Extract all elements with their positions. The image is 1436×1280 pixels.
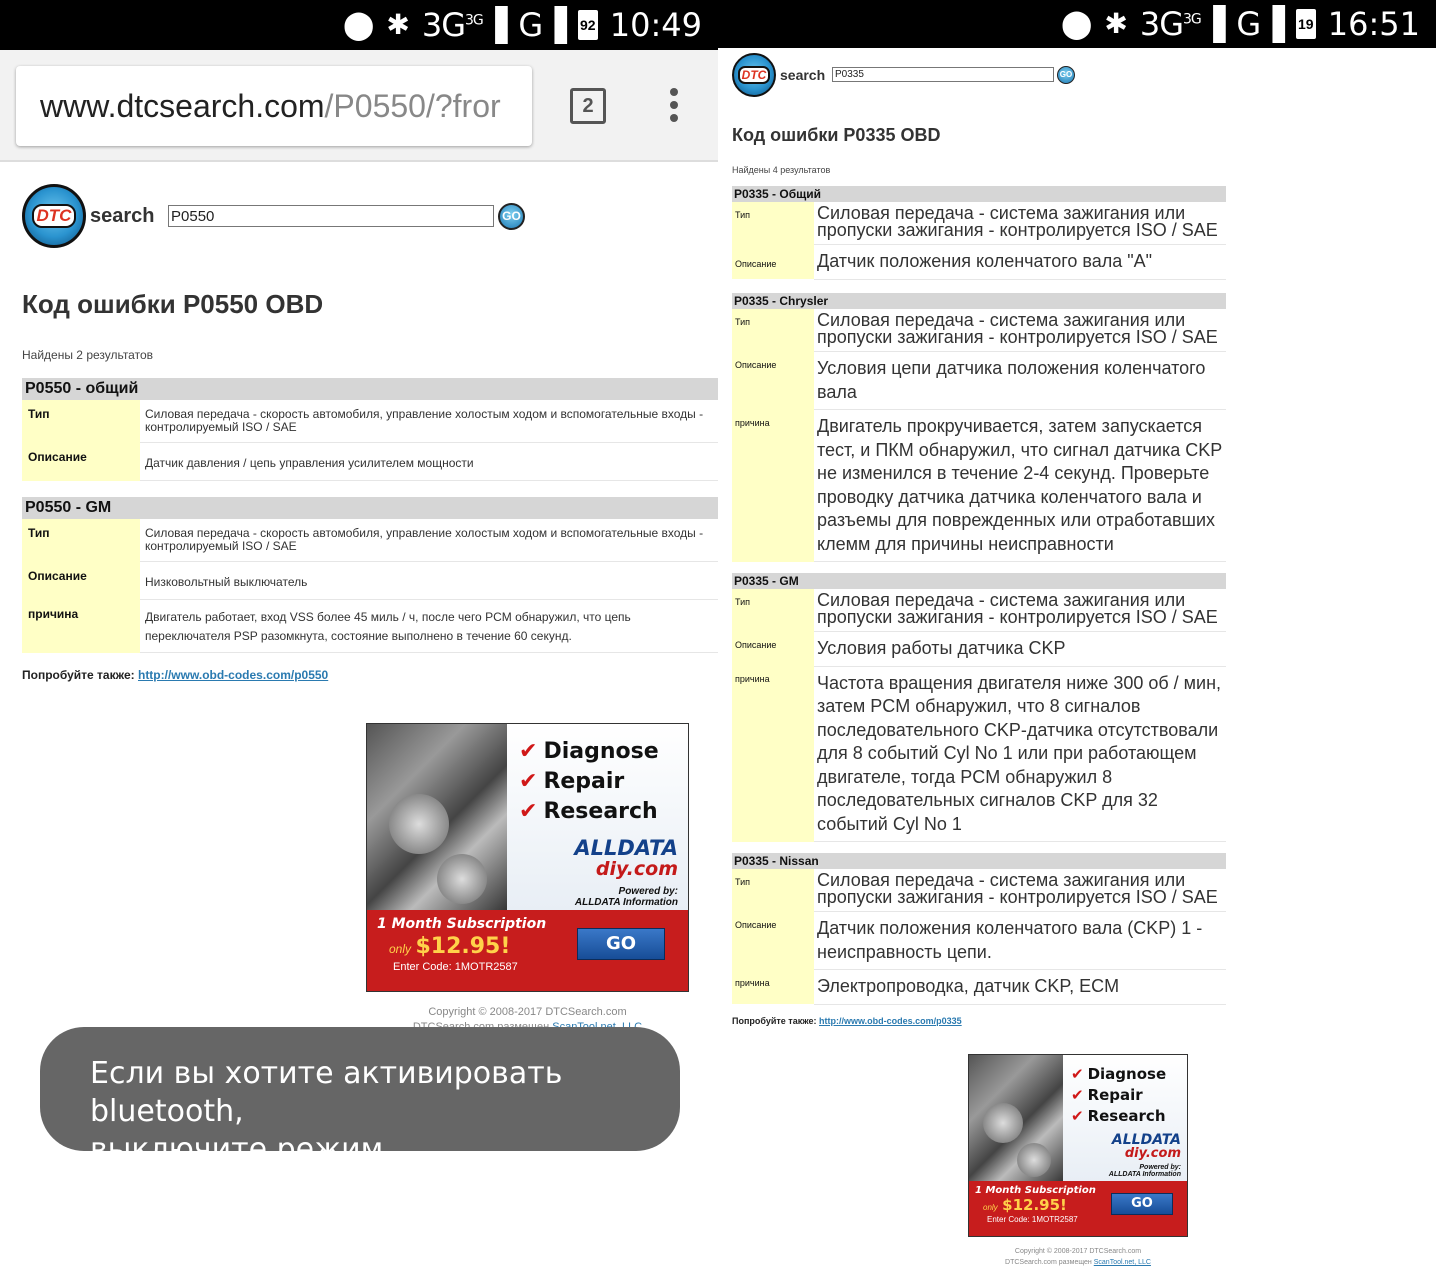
result-table (22, 378, 718, 481)
ad-only: only (389, 942, 412, 956)
row-value: Электропроводка, датчик CKP, ECM (814, 970, 1226, 1005)
result-header: P0335 - Общий (732, 186, 1226, 202)
search-go-button[interactable]: GO (1057, 66, 1075, 84)
checkmark-icon: ✔ (519, 798, 538, 824)
table-row (732, 666, 1226, 842)
ad-brand: ALLDATA (574, 836, 678, 860)
search-input[interactable] (168, 205, 494, 227)
row-label: причина (732, 410, 814, 562)
logo-word: search (780, 67, 826, 83)
checkmark-icon: ✔ (519, 768, 538, 794)
network-type-sup: 3G (465, 12, 483, 29)
result-table (732, 853, 1226, 1005)
status-bar (718, 0, 1436, 48)
row-label: Тип (732, 869, 814, 912)
clock: 16:51 (1327, 5, 1420, 43)
location-icon: ⬤ (343, 9, 375, 40)
result-header: P0335 - Chrysler (732, 293, 1226, 309)
ad-powered-company: ALLDATA Information (574, 897, 678, 908)
row-value: Силовая передача - скорость автомобиля, управление холостым ходом и вспомогательные входы - контролируемый ISO / SAE (140, 400, 718, 443)
page-title: Код ошибки P0550 OBD (22, 289, 324, 319)
table-row (22, 600, 718, 653)
try-also-label: Попробуйте также: (732, 1016, 817, 1026)
table-row (732, 869, 1226, 912)
row-label: Тип (22, 519, 140, 562)
copyright: Copyright © 2008-2017 DTCSearch.com (1014, 1248, 1142, 1255)
row-label: причина (732, 666, 814, 842)
engine-photo (367, 724, 507, 912)
try-also-link[interactable]: http://www.obd-codes.com/p0335 (819, 1016, 962, 1026)
ad-powered-label: Powered by: (618, 886, 678, 897)
location-icon: ⬤ (1061, 8, 1093, 39)
overflow-menu-icon[interactable] (668, 88, 680, 128)
ad-price: $12.95! (1002, 1196, 1067, 1214)
row-label: Тип (732, 589, 814, 632)
row-value: Силовая передача - скорость автомобиля, управление холостым ходом и вспомогательные входы - контролируемый ISO / SAE (140, 519, 718, 562)
row-label: причина (22, 600, 140, 653)
battery-icon: 92 (578, 10, 598, 40)
row-value: Силовая передача - система зажигания или пропуски зажигания - контролируется ISO / SAE (814, 202, 1226, 245)
hosted-link[interactable]: ScanTool.net, LLC (1093, 1259, 1151, 1266)
ad-brand: ALLDATA (1111, 1132, 1181, 1148)
ad-price: $12.95! (415, 934, 511, 959)
right-screenshot (718, 0, 1436, 1280)
page-title: Код ошибки P0335 OBD (732, 125, 941, 145)
ad-go-button[interactable]: GO (1111, 1193, 1173, 1215)
row-value: Силовая передача - система зажигания или пропуски зажигания - контролируется ISO / SAE (814, 869, 1226, 912)
row-value: Двигатель работает, вход VSS более 45 миль / ч, после чего PCM обнаружил, что цепь переключателя PSP разомкнута, состояние выполнено в течение 60 секунд. (140, 600, 718, 653)
copyright: Copyright © 2008-2017 DTCSearch.com (428, 1006, 627, 1018)
row-value: Условия цепи датчика положения коленчатого вала (814, 352, 1226, 410)
row-label: Описание (732, 352, 814, 410)
search-input[interactable] (832, 67, 1054, 82)
ad-subscription: 1 Month Subscription (975, 1185, 1096, 1196)
row-value: Условия работы датчика CKP (814, 632, 1226, 667)
result-table (22, 497, 718, 653)
ad-brand-domain: diy.com (1124, 1146, 1181, 1161)
table-row (732, 202, 1226, 245)
table-row (732, 245, 1226, 280)
bluetooth-icon: ✱ (1104, 8, 1128, 39)
ad-diagnose: Diagnose (1087, 1064, 1167, 1083)
ad-powered-company: ALLDATA Information (1108, 1171, 1181, 1178)
dtc-logo[interactable] (732, 53, 825, 97)
table-row (732, 589, 1226, 632)
ad-research: Research (543, 798, 658, 824)
row-label: Описание (22, 443, 140, 481)
ad-promo-code: Enter Code: 1MOTR2587 (393, 961, 518, 973)
network-type-sup: 3G (1183, 11, 1201, 28)
try-also-link[interactable]: http://www.obd-codes.com/p0550 (137, 668, 329, 682)
result-header: P0335 - Nissan (732, 853, 1226, 869)
hosted-text: DTCSearch.com размещен (1005, 1259, 1092, 1266)
logo-word: search (90, 204, 155, 227)
checkmark-icon: ✔ (1071, 1085, 1084, 1104)
network-type-2: G (518, 6, 543, 44)
browser-toolbar (0, 50, 718, 162)
table-row (732, 410, 1226, 562)
url-host: www.dtcsearch.com (40, 88, 325, 124)
row-label: Тип (732, 309, 814, 352)
table-row (22, 562, 718, 600)
status-bar (0, 0, 718, 50)
network-type: 3G (421, 6, 465, 44)
ad-diagnose: Diagnose (543, 738, 659, 764)
row-value: Силовая передача - система зажигания или пропуски зажигания - контролируется ISO / SAE (814, 589, 1226, 632)
row-label: причина (732, 970, 814, 1005)
url-path: /P0550/?fror (324, 88, 501, 124)
checkmark-icon: ✔ (1071, 1106, 1084, 1125)
row-label: Тип (22, 400, 140, 443)
bluetooth-icon: ✱ (386, 9, 410, 40)
results-count: Найдены 2 результатов (22, 348, 153, 362)
row-value: Датчик положения коленчатого вала "A" (814, 245, 1226, 280)
network-g-indicator: G▐ (518, 6, 566, 44)
row-value: Частота вращения двигателя ниже 300 об / мин, затем PCM обнаружил, что 8 сигналов последовательного CKP-датчика отсутствовали для 8 событий Cyl No 1 или при работающем двигателе, тогда PCM обнаружил 8 последовательных сигналов CKP для 32 событий Cyl No 1 (814, 666, 1226, 842)
search-go-button[interactable]: GO (498, 203, 525, 230)
clock: 10:49 (609, 6, 702, 44)
ad-go-button[interactable]: GO (577, 928, 665, 960)
table-row (732, 632, 1226, 667)
table-row (732, 309, 1226, 352)
row-value: Низковольтный выключатель (140, 562, 718, 600)
tab-switcher-button[interactable]: 2 (570, 88, 606, 124)
logo-badge: DTC (32, 204, 77, 228)
row-value: Двигатель прокручивается, затем запускается тест, и ПКМ обнаружил, что сигнал датчика CKP не изменился в течение 2-4 секунд. Проверьте проводку датчика датчика коленчатого вала и разъемы для поврежденных или отработавших клемм для причины неисправности (814, 410, 1226, 562)
ad-powered-label: Powered by: (1139, 1164, 1181, 1171)
checkmark-icon: ✔ (519, 738, 538, 764)
checkmark-icon: ✔ (1071, 1064, 1084, 1083)
toast-notification (40, 1027, 680, 1205)
url-bar[interactable] (16, 66, 532, 146)
result-header: P0550 - общий (22, 378, 718, 400)
row-value: Датчик положения коленчатого вала (CKP) 1 - неисправность цепи. (814, 912, 1226, 970)
network-type-2: G (1236, 5, 1261, 43)
row-label: Описание (732, 632, 814, 667)
ad-subscription: 1 Month Subscription (377, 916, 547, 932)
alldata-ad-banner[interactable] (968, 1054, 1188, 1237)
result-header: P0335 - GM (732, 573, 1226, 589)
row-label: Тип (732, 202, 814, 245)
network-g-indicator: G▐ (1236, 5, 1284, 43)
table-row (732, 970, 1226, 1005)
row-value: Силовая передача - система зажигания или пропуски зажигания - контролируется ISO / SAE (814, 309, 1226, 352)
dtc-logo[interactable] (22, 184, 155, 248)
result-header: P0550 - GM (22, 497, 718, 519)
ad-only: only (983, 1203, 998, 1212)
toast-line-1: Если вы хотите активировать bluetooth, (90, 1056, 563, 1129)
ad-repair: Repair (1087, 1085, 1143, 1104)
result-table (732, 293, 1226, 562)
table-row (22, 400, 718, 443)
try-also-label: Попробуйте также: (22, 668, 135, 682)
network-3g-indicator: $3G^{3G}▐$ (1139, 5, 1225, 43)
row-label: Описание (732, 245, 814, 280)
ad-research: Research (1087, 1106, 1166, 1125)
table-row (732, 352, 1226, 410)
engine-photo (969, 1055, 1063, 1183)
table-row (22, 519, 718, 562)
result-table (732, 573, 1226, 842)
table-row (22, 443, 718, 481)
results-count: Найдены 4 результатов (732, 165, 831, 175)
result-table (732, 186, 1226, 280)
network-3g-indicator: $3G^{3G}▐$ (421, 6, 507, 44)
toast-line-2: выключите режим энергосбережения (90, 1132, 392, 1205)
row-label: Описание (22, 562, 140, 600)
battery-icon: 19 (1296, 9, 1316, 39)
table-row (732, 912, 1226, 970)
logo-badge: DTC (738, 66, 771, 84)
row-label: Описание (732, 912, 814, 970)
row-value: Датчик давления / цепь управления усилителем мощности (140, 443, 718, 481)
network-type: 3G (1139, 5, 1183, 43)
alldata-ad-banner[interactable] (366, 723, 689, 992)
ad-brand-domain: diy.com (595, 858, 678, 880)
try-also (732, 1016, 962, 1026)
ad-promo-code: Enter Code: 1MOTR2587 (987, 1215, 1078, 1224)
logo-globe-icon (732, 53, 776, 97)
ad-repair: Repair (543, 768, 625, 794)
try-also (22, 668, 328, 682)
hosted-by (968, 1259, 1188, 1266)
logo-globe-icon (22, 184, 86, 248)
